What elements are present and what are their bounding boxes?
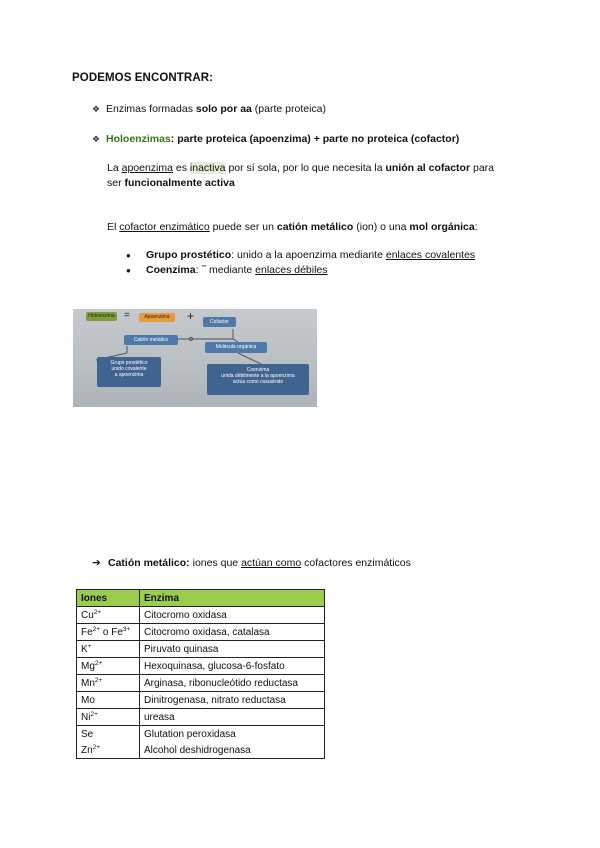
table-row [77,742,325,759]
diagram-cofactor: Cofactor [203,317,236,327]
ion-cell: $Mn^{2+}$ [77,675,140,692]
enzyme-cell: Citocromo oxidasa [140,607,325,624]
ions-enzyme-table [76,589,325,759]
diagram-coenzima: Coenzima unida débilmente a la apoenzima actúa como cosustrato [207,364,309,395]
diagram-cation: Catión metálico [124,335,178,345]
ion-cell: $Ni^{2+}$ [77,709,140,726]
enzyme-cell: Alcohol deshidrogenasa [140,742,325,759]
paragraph-apoenzima: La apoenzima es inactiva por sí sola, por lo que necesita la unión al cofactor para ser funcionalmente activa [107,162,494,189]
ion-cell: Se [77,726,140,743]
bullet-text: Enzimas formadas solo por aa (parte proteica) [106,103,327,115]
paragraph-cofactor: El cofactor enzimático puede ser un catión metálico (ion) o una mol orgánica: [107,221,478,233]
diagram-or: o [189,336,193,343]
enzyme-cell: Glutation peroxidasa [140,726,325,743]
diagram-apoenzima: Apoenzima [139,313,175,322]
enzyme-cell: Piruvato quinasa [140,641,325,658]
table-row [77,641,325,658]
table-row [77,624,325,641]
page-heading: PODEMOS ENCONTRAR: [72,72,214,84]
table-row [77,658,325,675]
sub-bullet-coenzima: ● Coenzima: ”” mediante enlaces débiles [126,264,328,276]
table-row [77,692,325,709]
diagram-equals: = [124,310,130,321]
enzyme-cell: ureasa [140,709,325,726]
dot-bullet-icon: ● [126,266,131,275]
diamond-bullet-icon: ❖ [92,104,101,114]
table-row [77,675,325,692]
ion-cell: Mo [77,692,140,709]
enzyme-cell: Arginasa, ribonucleótido reductasa [140,675,325,692]
ion-cell: $Cu^{2+}$ [77,607,140,624]
header-enzima: Enzima [140,590,325,607]
diagram-plus: + [187,309,195,323]
diamond-bullet-icon: ❖ [92,134,101,144]
bullet-text: Holoenzimas: parte proteica (apoenzima) + parte no proteica (cofactor) [106,133,460,145]
sub-bullet-grupo: ● Grupo prostético: unido a la apoenzima mediante enlaces covalentes [126,249,476,261]
ion-cell: $Fe^{2+}$ o $Fe^{3+}$ [77,624,140,641]
diagram-molecula: Molécula orgánica [205,342,267,353]
enzyme-cell: Hexoquinasa, glucosa-6-fosfato [140,658,325,675]
bullet-enzymes [92,103,326,115]
ion-cell: $Zn^{2+}$ [77,742,140,759]
diagram-holoenzima: Holoenzima [86,312,117,321]
arrow-right-icon: ➔ [92,557,101,569]
bullet-holoenzymes [92,133,459,145]
dot-bullet-icon: ● [126,251,131,260]
enzyme-cell: Citocromo oxidasa, catalasa [140,624,325,641]
ion-cell: K+ [77,641,140,658]
table-row [77,726,325,743]
table-row [77,607,325,624]
cation-line: ➔ Catión metálico: iones que actúan como cofactores enzimáticos [92,557,411,569]
diagram-grupo-prostetico: Grupo prostético unido covalente a apoenzima [97,357,161,387]
header-iones: Iones [77,590,140,607]
table-header-row [77,590,325,607]
ion-cell: $Mg^{2+}$ [77,658,140,675]
table-row [77,709,325,726]
enzyme-cell: Dinitrogenasa, nitrato reductasa [140,692,325,709]
cofactor-diagram-image [73,309,317,407]
